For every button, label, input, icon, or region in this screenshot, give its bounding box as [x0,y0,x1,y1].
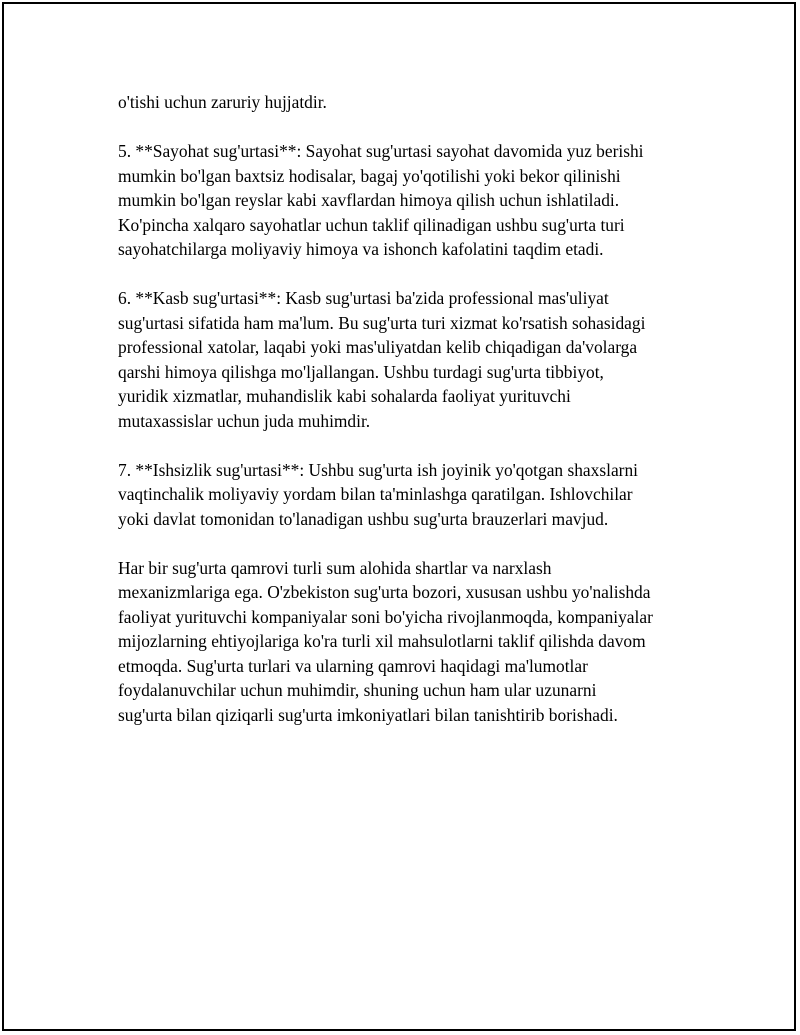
text-line: yuridik xizmatlar, muhandislik kabi sohalarda faoliyat yurituvchi [118,386,571,406]
paragraph-professional-insurance [118,286,698,433]
text-line: 5. **Sayohat sug'urtasi**: Sayohat sug'urtasi sayohat davomida yuz berishi [118,141,644,161]
text-line: foydalanuvchilar uchun muhimdir, shuning uchun ham ular uzunarni [118,680,597,700]
paragraph-travel-insurance [118,139,698,262]
text-line: yoki davlat tomonidan to'lanadigan ushbu sug'urta brauzerlari mavjud. [118,508,609,529]
document-body [118,90,698,752]
paragraph-unemployment-insurance [118,458,698,532]
text-line: professional xatolar, laqabi yoki mas'uliyatdan kelib chiqadigan da'volarga [118,337,638,357]
paragraph-summary [118,556,698,728]
text-line: sug'urtasi sifatida ham ma'lum. Bu sug'urta turi xizmat ko'rsatish sohasidagi [118,312,646,333]
text-line: mutaxassislar uchun juda muhimdir. [118,410,371,431]
text-line: Ko'pincha xalqaro sayohatlar uchun taklif qilinadigan ushbu sug'urta turi [118,214,625,235]
text-line: vaqtinchalik moliyaviy yordam bilan ta'minlashga qaratilgan. Ishlovchilar [118,484,633,504]
text-line: o'tishi uchun zaruriy hujjatdir. [118,92,327,112]
text-line: sayohatchilarga moliyaviy himoya va ishonch kafolatini taqdim etadi. [118,239,604,259]
text-line: mumkin bo'lgan reyslar kabi xavflardan himoya qilish uchun ishlatiladi. [118,190,620,210]
text-line: mexanizmlariga ega. O'zbekiston sug'urta bozori, xususan ushbu yo'nalishda [118,582,651,602]
text-line: qarshi himoya qilishga mo'ljallangan. Ushbu turdagi sug'urta tibbiyot, [118,361,604,382]
text-line: sug'urta bilan qiziqarli sug'urta imkoniyatlari bilan tanishtirib borishadi. [118,704,618,725]
text-line: mijozlarning ehtiyojlariga ko'ra turli xil mahsulotlarni taklif qilishda davom [118,631,646,651]
text-line: faoliyat yurituvchi kompaniyalar soni bo'yicha rivojlanmoqda, kompaniyalar [118,606,653,627]
text-line: etmoqda. Sug'urta turlari va ularning qamrovi haqidagi ma'lumotlar [118,655,588,676]
text-line: 6. **Kasb sug'urtasi**: Kasb sug'urtasi ba'zida professional mas'uliyat [118,288,609,308]
text-line: 7. **Ishsizlik sug'urtasi**: Ushbu sug'urta ish joyinik yo'qotgan shaxslarni [118,459,638,480]
text-line: mumkin bo'lgan baxtsiz hodisalar, bagaj yo'qotilishi yoki bekor qilinishi [118,165,621,186]
text-line: Har bir sug'urta qamrovi turli sum alohida shartlar va narxlash [118,557,552,578]
paragraph-continuation [118,90,698,115]
